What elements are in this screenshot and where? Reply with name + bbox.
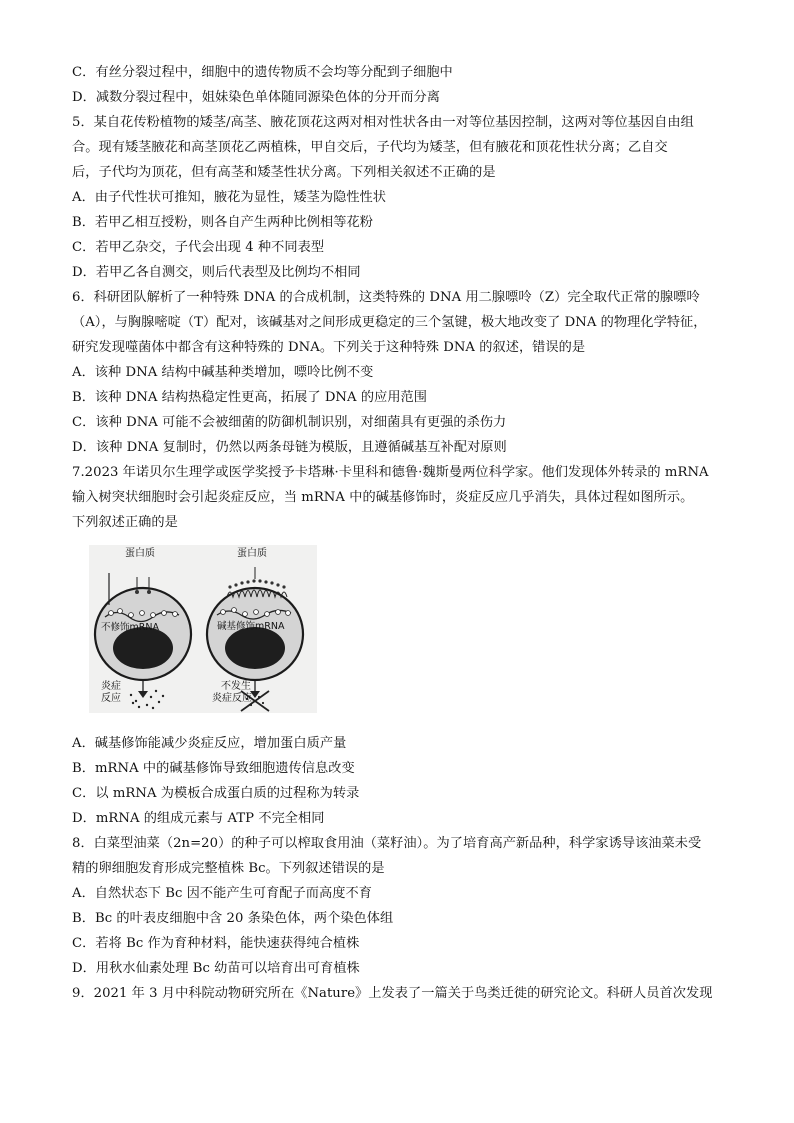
left-mrna-label: 不修饰mRNA	[101, 622, 159, 633]
option-a: A．碱基修饰能减少炎症反应，增加蛋白质产量	[72, 736, 347, 751]
option-b: B．mRNA 中的碱基修饰导致细胞遗传信息改变	[72, 761, 355, 776]
text-line: 合。现有矮茎腋花和高茎顶花乙两植株，甲自交后，子代均为矮茎，但有腋花和顶花性状分离；乙自交	[72, 140, 668, 155]
mrna-inflammation-figure	[89, 545, 317, 713]
option-c: C．以 mRNA 为模板合成蛋白质的过程称为转录	[72, 786, 360, 801]
option-d: D．该种 DNA 复制时，仍然以两条母链为模版，且遵循碱基互补配对原则	[72, 440, 507, 455]
text-line: 下列叙述正确的是	[72, 515, 178, 530]
question-5-stem: 5．某自花传粉植物的矮茎/高茎、腋花顶花这两对相对性状各由一对等位基因控制，这两对等位基因自由组	[72, 115, 694, 130]
text-line: 精的卵细胞发育形成完整植株 Bc。下列叙述错误的是	[72, 861, 385, 876]
option-b: B．Bc 的叶表皮细胞中含 20 条染色体，两个染色体组	[72, 911, 394, 926]
text-line: 后，子代均为顶花，但有高茎和矮茎性状分离。下列相关叙述不正确的是	[72, 165, 496, 180]
option-a: A．该种 DNA 结构中碱基种类增加，嘌呤比例不变	[72, 365, 374, 380]
option-c: C．该种 DNA 可能不会被细菌的防御机制识别，对细菌具有更强的杀伤力	[72, 415, 507, 430]
text-line: 输入树突状细胞时会引起炎症反应，当 mRNA 中的碱基修饰时，炎症反应几乎消失，具体过程如图所示。	[72, 490, 694, 505]
right-protein-label: 蛋白质	[237, 548, 267, 559]
text-block-after-figure	[72, 731, 724, 1006]
right-no-inflammation-label-1: 不发生	[221, 681, 251, 692]
document-page	[72, 60, 724, 1006]
left-inflammation-label-2: 反应	[101, 693, 121, 704]
option-d: D．若甲乙各自测交，则后代表型及比例均不相同	[72, 265, 361, 280]
left-inflammation-label-1: 炎症	[101, 681, 121, 692]
text-line: 研究发现噬菌体中都含有这种特殊的 DNA。下列关于这种特殊 DNA 的叙述，错误的是	[72, 340, 586, 355]
option-c: C．若将 Bc 作为育种材料，能快速获得纯合植株	[72, 936, 360, 951]
right-nucleus	[225, 627, 285, 669]
text-block-before-figure	[72, 60, 724, 535]
text-line: D．减数分裂过程中，姐妹染色单体随同源染色体的分开而分离	[72, 90, 441, 105]
question-9-stem: 9．2021 年 3 月中科院动物研究所在《Nature》上发表了一篇关于鸟类迁徙的研究论文。科研人员首次发现	[72, 986, 713, 1001]
option-b: B．若甲乙相互授粉，则各自产生两种比例相等花粉	[72, 215, 373, 230]
question-7-stem: 7.2023 年诺贝尔生理学或医学奖授予卡塔琳·卡里科和德鲁·魏斯曼两位科学家。他们发现体外转录的 mRNA	[72, 465, 709, 480]
right-no-inflammation-label-2: 炎症反应	[212, 693, 252, 704]
option-a: A．由子代性状可推知，腋花为显性，矮茎为隐性性状	[72, 190, 387, 205]
question-8-stem: 8．白菜型油菜（2n=20）的种子可以榨取食用油（菜籽油）。为了培育高产新品种，科学家诱导该油菜未受	[72, 836, 702, 851]
right-mrna-label: 碱基修饰mRNA	[217, 621, 285, 632]
text-line: （A），与胸腺嘧啶（T）配对，该碱基对之间形成更稳定的三个氢键，极大地改变了 DNA 的物理化学特征，	[72, 315, 707, 330]
option-d: D．用秋水仙素处理 Bc 幼苗可以培育出可育植株	[72, 961, 360, 976]
option-b: B．该种 DNA 结构热稳定性更高，拓展了 DNA 的应用范围	[72, 390, 428, 405]
option-a: A．自然状态下 Bc 因不能产生可育配子而高度不育	[72, 886, 372, 901]
option-d: D．mRNA 的组成元素与 ATP 不完全相同	[72, 811, 325, 826]
left-protein-label: 蛋白质	[125, 548, 155, 559]
question-6-stem: 6．科研团队解析了一种特殊 DNA 的合成机制，这类特殊的 DNA 用二腺嘌呤（Z）完全取代正常的腺嘌呤	[72, 290, 700, 305]
text-line: C．有丝分裂过程中，细胞中的遗传物质不会均等分配到子细胞中	[72, 65, 453, 80]
left-nucleus	[113, 627, 173, 669]
option-c: C．若甲乙杂交，子代会出现 4 种不同表型	[72, 240, 325, 255]
